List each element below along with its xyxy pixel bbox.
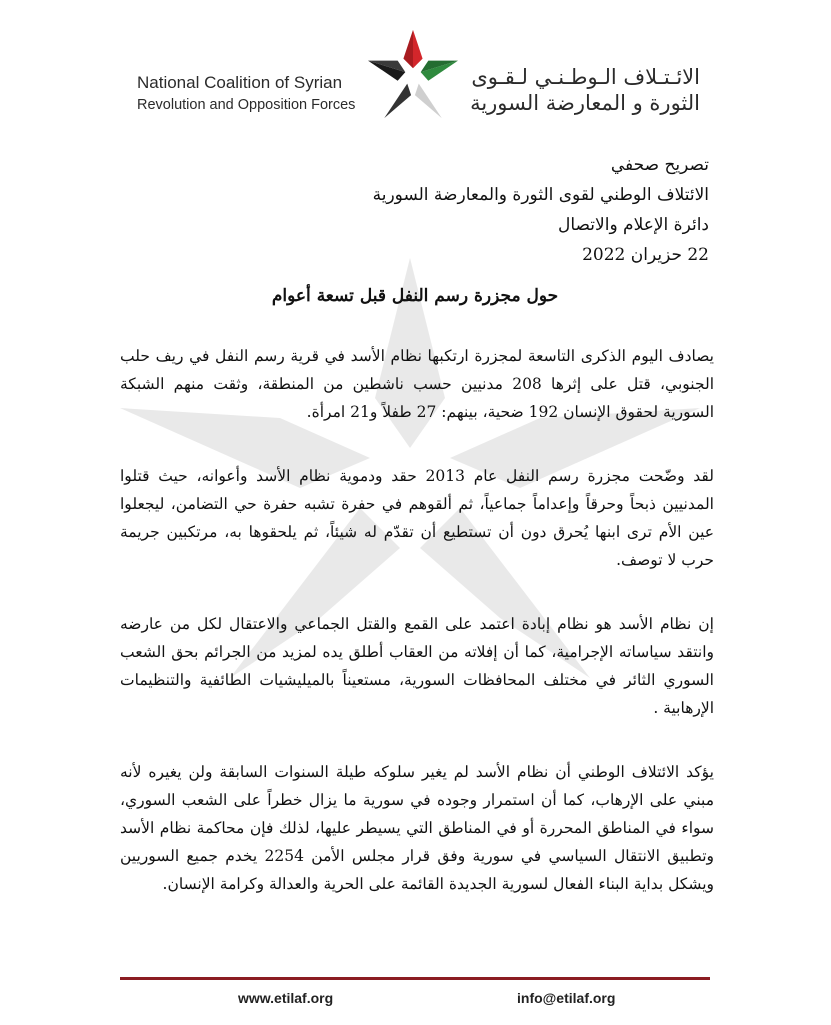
- press-release-meta: [149, 150, 709, 270]
- body-paragraph-4: يؤكد الائتلاف الوطني أن نظام الأسد لم يغير سلوكه طيلة السنوات السابقة ولن يغيره لأنه مبني على الإرهاب، كما أن استمرار وجوده في سورية ما يزال خطراً على الشعب السوري، سواء في المناطق المحررة أو في المناطق التي يسيطر عليها، لذلك فإن محاكمة نظام الأسد وتطبيق الانتقال السياسي في سورية وفق قرار مجلس الأمن 2254 يخدم جميع السوريين ويشكل بداية البناء الفعال لسورية الجديدة القائمة على الحرية والعدالة وكرامة الإنسان.: [120, 763, 714, 893]
- statement-title: حول مجزرة رسم النفل قبل تسعة أعوام: [271, 286, 559, 306]
- statement-body: [120, 342, 714, 934]
- document-type: تصريح صحفي: [610, 155, 709, 175]
- coalition-star-logo: [365, 28, 461, 120]
- org-name-arabic-line2: الثورة و المعارضة السورية: [470, 91, 700, 115]
- release-date: 22 حزيران 2022: [582, 245, 709, 265]
- org-name-arabic-line1: الائـتـلاف الـوطـنـي لـقـوى: [471, 65, 700, 89]
- organization-name: الائتلاف الوطني لقوى الثورة والمعارضة السورية: [372, 185, 709, 205]
- department-name: دائرة الإعلام والاتصال: [558, 215, 709, 235]
- body-paragraph-2: لقد وضّحت مجزرة رسم النفل عام 2013 حقد ودموية نظام الأسد وأعوانه، حيث قتلوا المدنيين ذبحاً وحرقاً وإعداماً جماعياً، ثم ألقوهم في حفرة تشبه حفرة حي التضامن، ليجعلوا عين الأم ترى ابنها يُحرق دون أن تستطيع أن تقدّم له شيئاً، ثم يلحقوها به، مرتكبين جريمة حرب لا توصف.: [120, 467, 714, 569]
- body-paragraph-3: إن نظام الأسد هو نظام إبادة اعتمد على القمع والقتل الجماعي والاعتقال لكل من عارضه وانتقد سياساته الإجرامية، كما أن إفلاته من العقاب أطلق يده لمزيد من الجرائم بحق الشعب السوري الثائر في مختلف المحافظات السورية، مستعيناً بالميليشيات الطائفية والتنظيمات الإرهابية .: [120, 615, 714, 717]
- org-name-arabic: [460, 64, 700, 116]
- letterhead: [0, 0, 831, 140]
- org-name-english-line2: Revolution and Opposition Forces: [137, 97, 356, 113]
- body-paragraph-1: يصادف اليوم الذكرى التاسعة لمجزرة ارتكبها نظام الأسد في قرية رسم النفل في ريف حلب الجنوبي، قتل على إثرها 208 مدنيين حسب ناشطين من المنطقة، وثقت منهم الشبكة السورية لحقوق الإنسان 192 ضحية، بينهم: 27 طفلاً و21 امرأة.: [120, 347, 714, 421]
- org-name-english: [137, 72, 377, 115]
- footer-website-link[interactable]: www.etilaf.org: [238, 990, 334, 1006]
- footer-email-link[interactable]: info@etilaf.org: [517, 990, 616, 1006]
- footer-divider: [120, 977, 710, 980]
- org-name-english-line1: National Coalition of Syrian: [137, 73, 343, 92]
